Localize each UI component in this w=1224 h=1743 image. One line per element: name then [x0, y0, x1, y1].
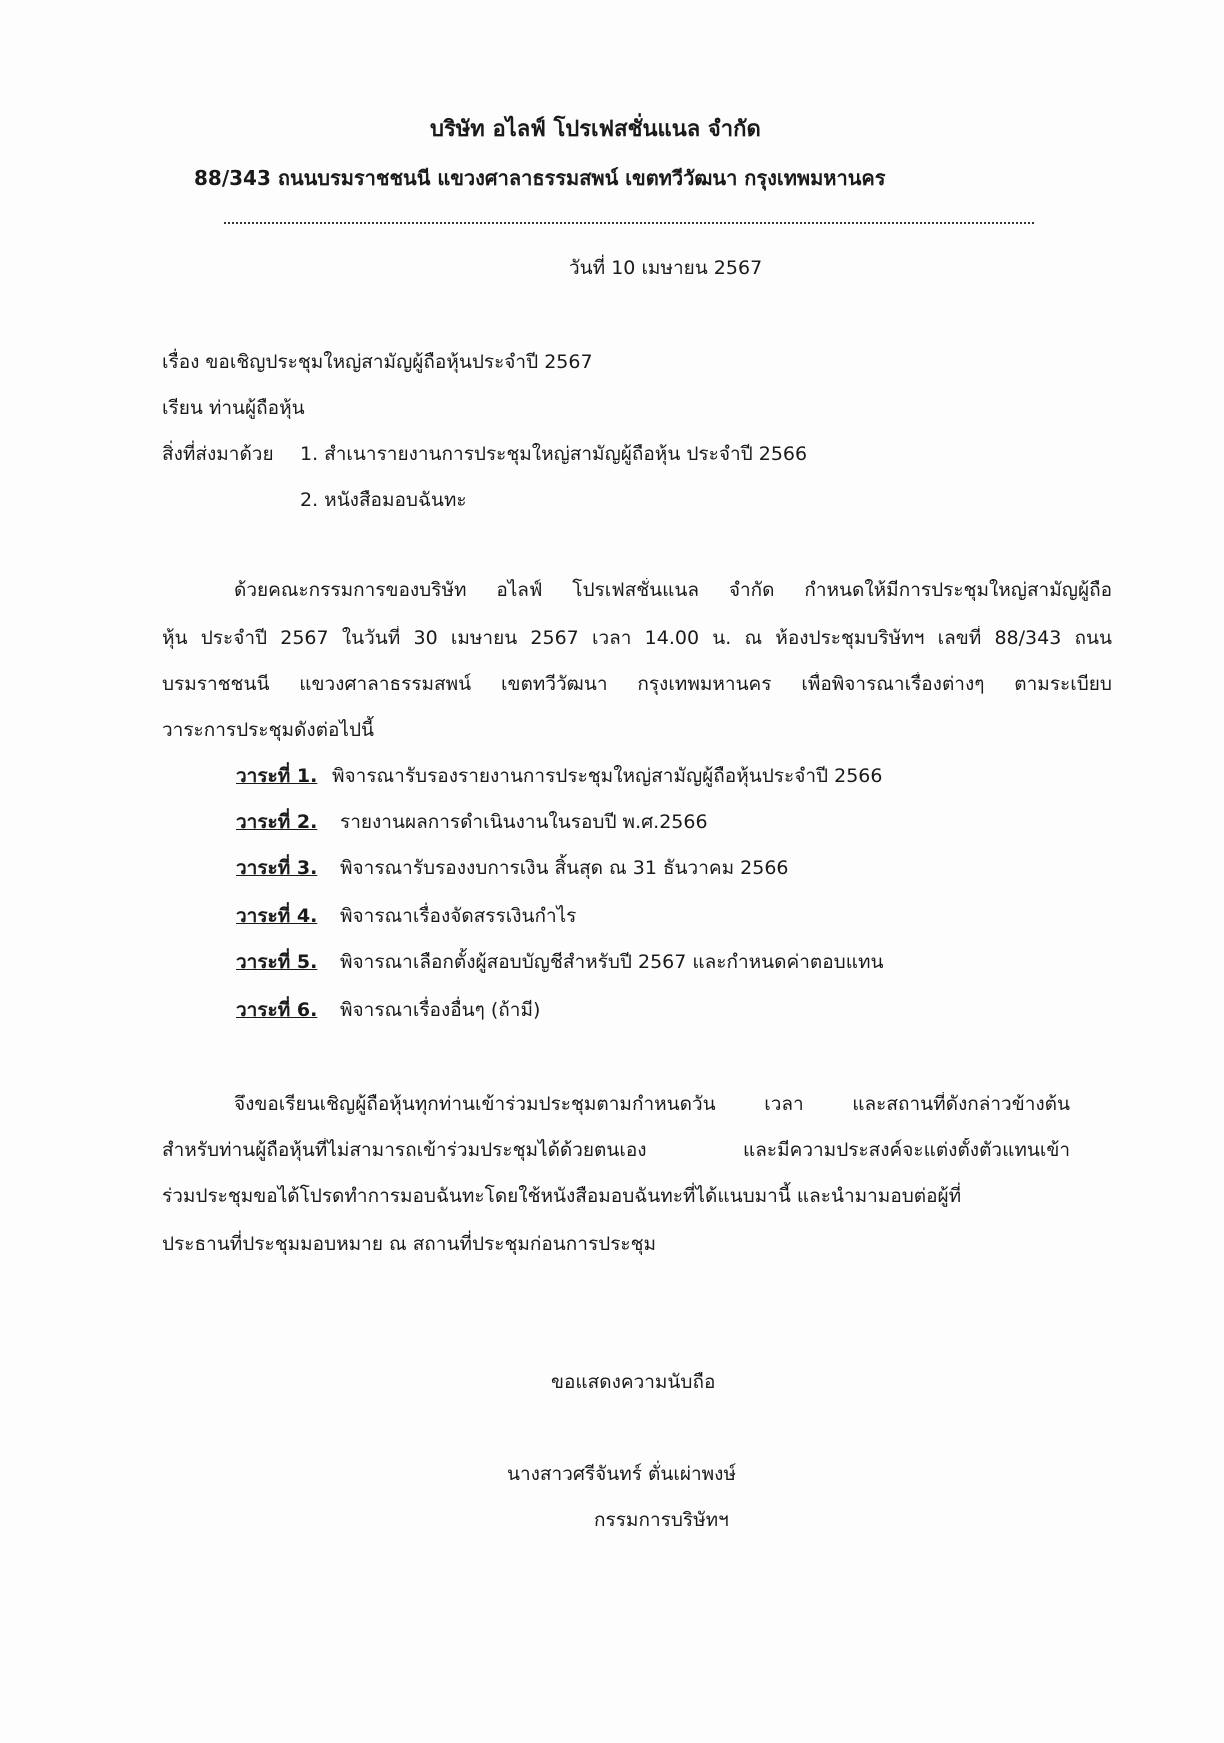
signatory-name: นางสาวศรีจันทร์ ตั่นเผ่าพงษ์ [507, 1463, 736, 1485]
agenda-text: พิจารณารับรองรายงานการประชุมใหญ่สามัญผู้ถือหุ้นประจำปี 2566 [332, 765, 883, 787]
header-divider [224, 222, 1034, 224]
body-paragraph-line: วาระการประชุมดังต่อไปนี้ [162, 719, 374, 741]
closing-line: ขอแสดงความนับถือ [551, 1371, 716, 1393]
agenda-text: พิจารณารับรองงบการเงิน สิ้นสุด ณ 31 ธันวาคม 2566 [340, 857, 789, 879]
company-address: 88/343 ถนนบรมราชชนนี แขวงศาลาธรรมสพน์ เขตทวีวัฒนา กรุงเทพมหานคร [194, 166, 886, 190]
enclosures-label: สิ่งที่ส่งมาด้วย [162, 443, 274, 465]
salutation-line: เรียน ท่านผู้ถือหุ้น [162, 397, 305, 419]
body-paragraph-line: ด้วยคณะกรรมการของบริษัท อไลฟ์ โปรเฟสชั่นแนล จำกัด กำหนดให้มีการประชุมใหญ่สามัญผู้ถือ [234, 579, 1112, 601]
body-paragraph-line: บรมราชชนนี แขวงศาลาธรรมสพน์ เขตทวีวัฒนา กรุงเทพมหานคร เพื่อพิจารณาเรื่องต่างๆ ตามระเบียบ [162, 673, 1112, 695]
body-paragraph-line: หุ้น ประจำปี 2567 ในวันที่ 30 เมษายน 2567 เวลา 14.00 น. ณ ห้องประชุมบริษัทฯ เลขที่ 88/343 ถนน [162, 627, 1112, 649]
body-paragraph-line: ร่วมประชุมขอได้โปรดทำการมอบฉันทะโดยใช้หนังสือมอบฉันทะที่ได้แนบมานี้ และนำมามอบต่อผู้ที่ [162, 1185, 962, 1207]
enclosure-item: 1. สำเนารายงานการประชุมใหญ่สามัญผู้ถือหุ้น ประจำปี 2566 [300, 443, 808, 465]
agenda-text: พิจารณาเรื่องอื่นๆ (ถ้ามี) [340, 999, 541, 1021]
body-paragraph-line: จึงขอเรียนเชิญผู้ถือหุ้นทุกท่านเข้าร่วมประชุมตามกำหนดวัน เวลา และสถานที่ดังกล่าวข้างต้น [234, 1093, 1070, 1115]
agenda-label: วาระที่ 3. [236, 857, 318, 879]
body-paragraph-line: ประธานที่ประชุมมอบหมาย ณ สถานที่ประชุมก่อนการประชุม [162, 1233, 657, 1255]
body-paragraph-line: สำหรับท่านผู้ถือหุ้นที่ไม่สามารถเข้าร่วมประชุมได้ด้วยตนเอง และมีความประสงค์จะแต่งตั้งตัวแทนเข้า [162, 1139, 1070, 1161]
agenda-label: วาระที่ 2. [236, 811, 318, 833]
enclosure-item: 2. หนังสือมอบฉันทะ [300, 489, 467, 511]
agenda-label: วาระที่ 4. [236, 905, 318, 927]
subject-line: เรื่อง ขอเชิญประชุมใหญ่สามัญผู้ถือหุ้นประจำปี 2567 [162, 351, 593, 373]
agenda-label: วาระที่ 1. [236, 765, 318, 787]
agenda-text: รายงานผลการดำเนินงานในรอบปี พ.ศ.2566 [340, 811, 708, 833]
agenda-text: พิจารณาเรื่องจัดสรรเงินกำไร [340, 905, 577, 927]
agenda-label: วาระที่ 6. [236, 999, 318, 1021]
date-line: วันที่ 10 เมษายน 2567 [569, 257, 763, 279]
agenda-text: พิจารณาเลือกตั้งผู้สอบบัญชีสำหรับปี 2567 และกำหนดค่าตอบแทน [340, 951, 884, 973]
company-name: บริษัท อไลฟ์ โปรเฟสชั่นแนล จำกัด [430, 117, 761, 142]
signatory-title: กรรมการบริษัทฯ [594, 1509, 729, 1531]
agenda-label: วาระที่ 5. [236, 951, 318, 973]
